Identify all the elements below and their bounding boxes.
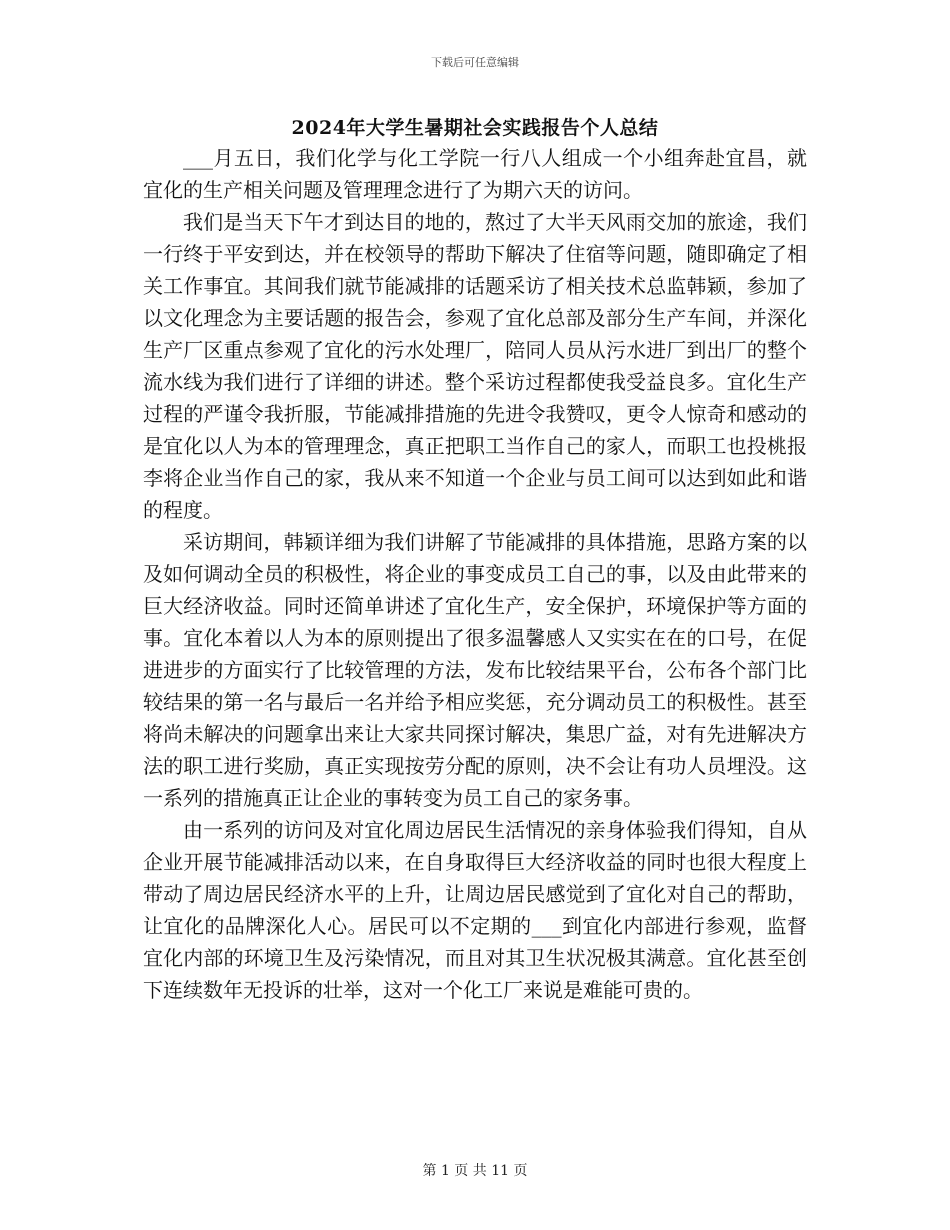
paragraph-3: 采访期间，韩颖详细为我们讲解了节能减排的具体措施，思路方案的以及如何调动全员的积极性，将企业的事变成员工自己的事，以及由此带来的巨大经济收益。同时还简单讲述了宜化生产，安全保护，环境保护等方面的事。宜化本着以人为本的原则提出了很多温馨感人又实实在在的口号，在促进进步的方面实行了比较管理的方法，发布比较结果平台，公布各个部门比较结果的第一名与最后一名并给予相应奖惩，充分调动员工的积极性。甚至将尚未解决的问题拿出来让大家共同探讨解决，集思广益，对有先进解决方法的职工进行奖励，真正实现按劳分配的原则，决不会让有功人员埋没。这一系列的措施真正让企业的事转变为员工自己的家务事。 [143, 530, 807, 810]
paragraph-2: 我们是当天下午才到达目的地的，熬过了大半天风雨交加的旅途，我们一行终于平安到达，并在校领导的帮助下解决了住宿等问题，随即确定了相关工作事宜。其间我们就节能减排的话题采访了相关技术总监韩颖，参加了以文化理念为主要话题的报告会，参观了宜化总部及部分生产车间，并深化生产厂区重点参观了宜化的污水处理厂，陪同人员从污水进厂到出厂的整个流水线为我们进行了详细的讲述。整个采访过程都使我受益良多。宜化生产过程的严谨令我折服，节能减排措施的先进令我赞叹，更令人惊奇和感动的是宜化以人为本的管理理念，真正把职工当作自己的家人，而职工也投桃报李将企业当作自己的家，我从来不知道一个企业与员工间可以达到如此和谐的程度。 [143, 210, 807, 522]
paragraph-1: ___月五日，我们化学与化工学院一行八人组成一个小组奔赴宜昌，就宜化的生产相关问题及管理理念进行了为期六天的访问。 [143, 146, 807, 202]
paragraph-4: 由一系列的访问及对宜化周边居民生活情况的亲身体验我们得知，自从企业开展节能减排活动以来，在自身取得巨大经济收益的同时也很大程度上带动了周边居民经济水平的上升，让周边居民感觉到了宜化对自己的帮助，让宜化的品牌深化人心。居民可以不定期的___到宜化内部进行参观，监督宜化内部的环境卫生及污染情况，而且对其卫生状况极其满意。宜化甚至创下连续数年无投诉的壮举，这对一个化工厂来说是难能可贵的。 [143, 818, 807, 1002]
page-header-note: 下载后可任意编辑 [431, 56, 519, 69]
page-number: 第 1 页 共 11 页 [422, 1163, 528, 1179]
document-body [143, 142, 807, 1006]
document-title: 2024年大学生暑期社会实践报告个人总结 [291, 117, 659, 139]
